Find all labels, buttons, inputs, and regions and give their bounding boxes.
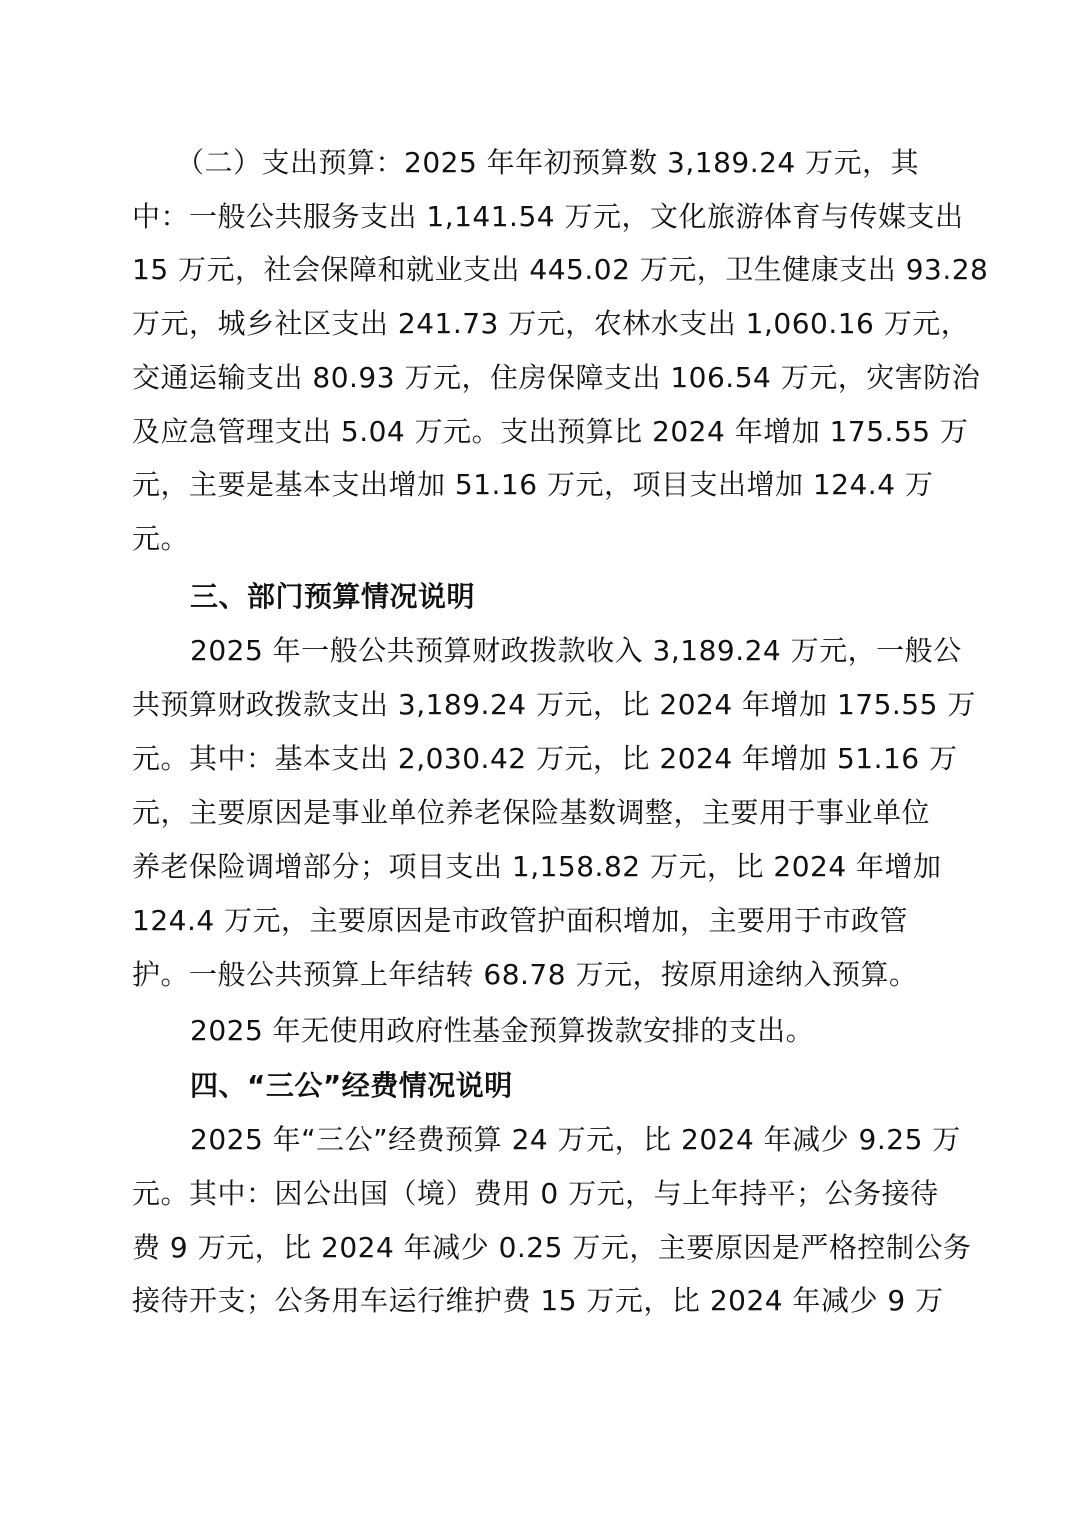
paragraph-line-10: 共预算财政拨款支出 3,189.24 万元，比 2024 年增加 175.55 万 [132,688,976,721]
paragraph-line-2: 中：一般公共服务支出 1,141.54 万元，文化旅游体育与传媒支出 [132,200,964,233]
paragraph-line-5: 交通运输支出 80.93 万元，住房保障支出 106.54 万元，灾害防治 [132,361,981,394]
paragraph-line-7: 元，主要是基本支出增加 51.16 万元，项目支出增加 124.4 万 [132,468,934,501]
paragraph-line-6: 及应急管理支出 5.04 万元。支出预算比 2024 年增加 175.55 万 [132,415,969,448]
paragraph-line-12: 元，主要原因是事业单位养老保险基数调整，主要用于事业单位 [132,796,931,829]
paragraph-line-15: 护。一般公共预算上年结转 68.78 万元，按原用途纳入预算。 [132,958,918,991]
paragraph-line-8: 元。 [132,522,190,555]
section-heading-4: 四、“三公”经费情况说明 [190,1069,513,1102]
paragraph-line-16: 2025 年无使用政府性基金预算拨款安排的支出。 [190,1014,815,1047]
paragraph-line-3: 15 万元，社会保障和就业支出 445.02 万元，卫生健康支出 93.28 [132,253,989,286]
section-heading-3: 三、部门预算情况说明 [190,580,476,613]
paragraph-line-13: 养老保险调增部分；项目支出 1,158.82 万元，比 2024 年增加 [132,850,942,883]
paragraph-line-9: 2025 年一般公共预算财政拨款收入 3,189.24 万元，一般公 [190,634,962,667]
paragraph-line-20: 接待开支；公务用车运行维护费 15 万元，比 2024 年减少 9 万 [132,1284,944,1317]
paragraph-line-1: （二）支出预算：2025 年年初预算数 3,189.24 万元，其 [176,146,920,179]
paragraph-line-19: 费 9 万元，比 2024 年减少 0.25 万元，主要原因是严格控制公务 [132,1231,972,1264]
paragraph-line-4: 万元，城乡社区支出 241.73 万元，农林水支出 1,060.16 万元， [132,307,970,340]
paragraph-line-18: 元。其中：因公出国（境）费用 0 万元，与上年持平；公务接待 [132,1177,939,1210]
paragraph-line-14: 124.4 万元，主要原因是市政管护面积增加，主要用于市政管 [132,904,909,937]
paragraph-line-11: 元。其中：基本支出 2,030.42 万元，比 2024 年增加 51.16 万 [132,742,958,775]
paragraph-line-17: 2025 年“三公”经费预算 24 万元，比 2024 年减少 9.25 万 [190,1123,961,1156]
